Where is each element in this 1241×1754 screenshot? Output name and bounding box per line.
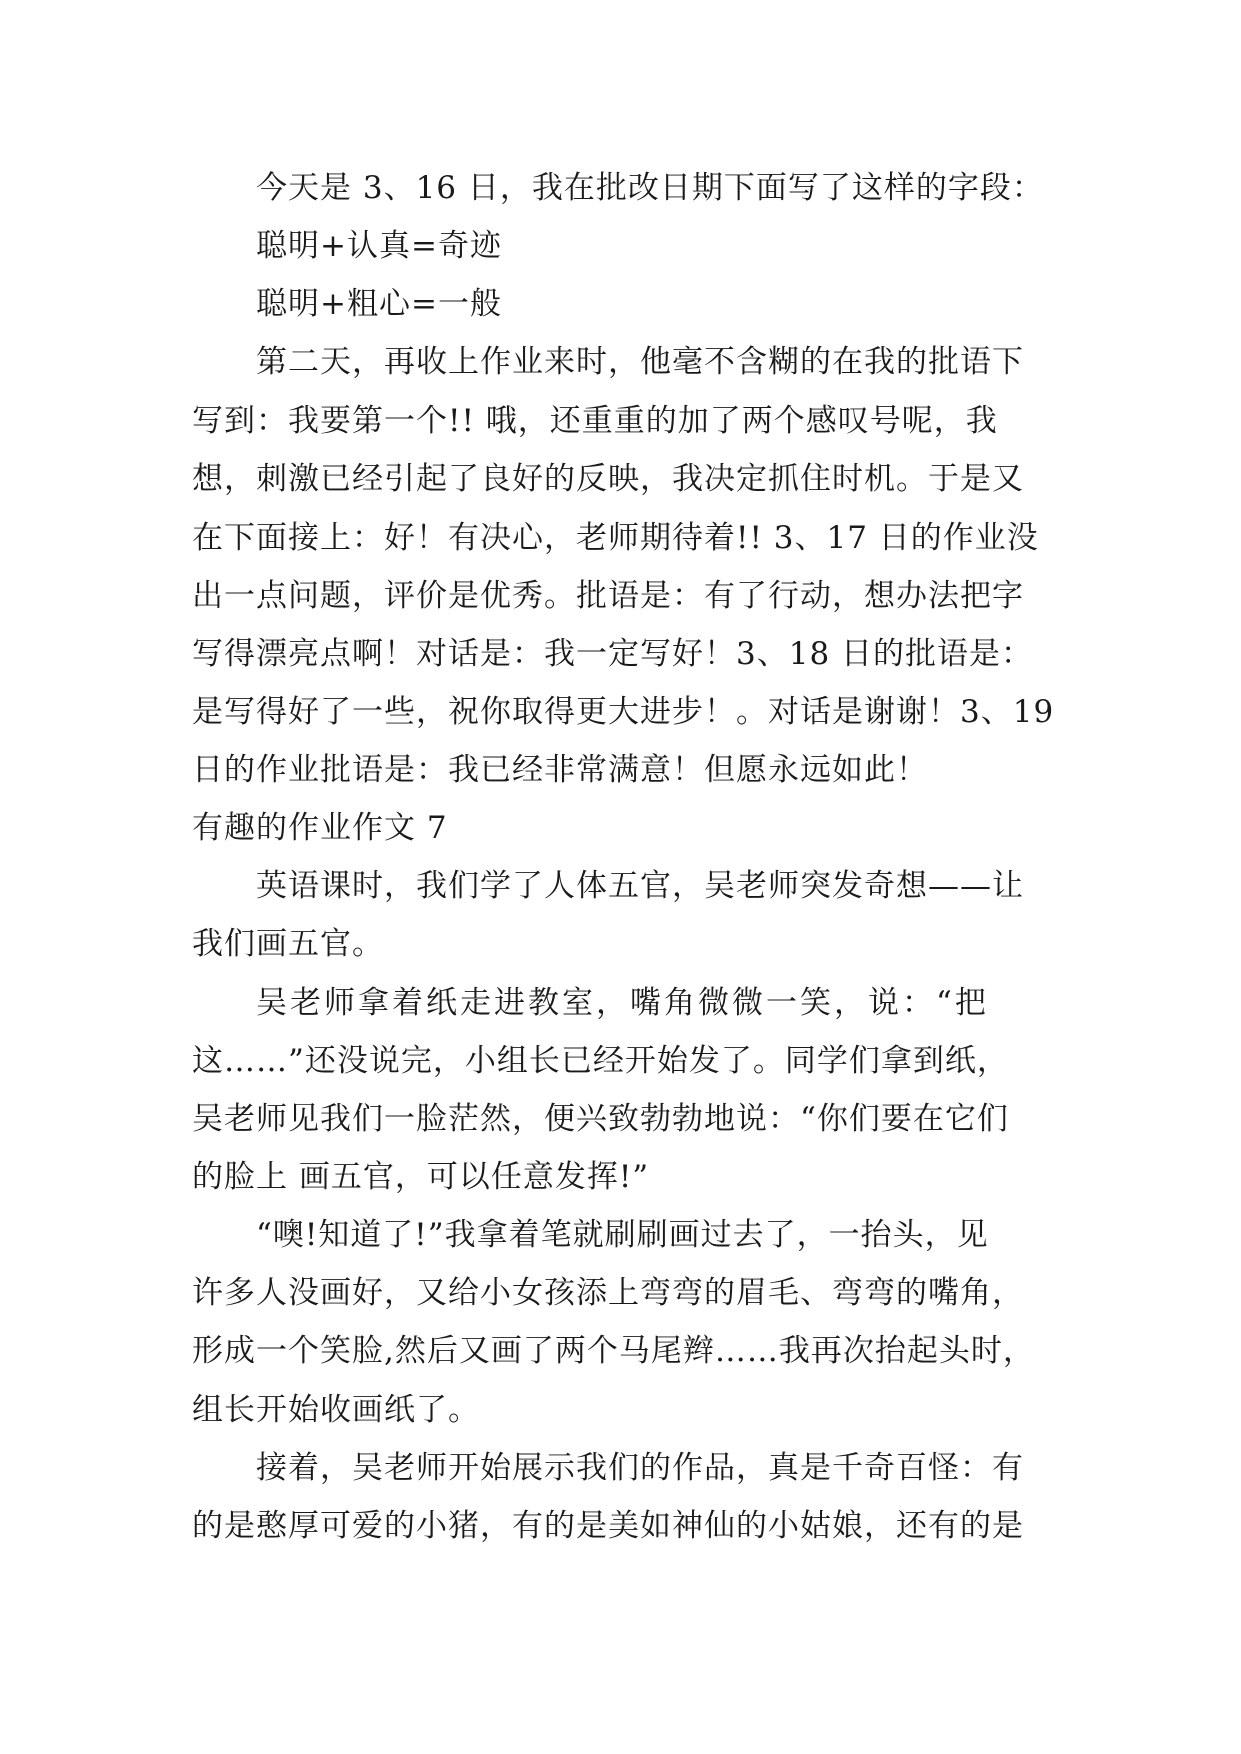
text-line: 今天是 3、16 日，我在批改日期下面写了这样的字段：: [256, 170, 1044, 206]
text-line: 写得漂亮点啊！对话是：我一定写好！3、18 日的批语是：: [192, 636, 1034, 672]
text-line: 的是憨厚可爱的小猪，有的是美如神仙的小姑娘，还有的是: [192, 1508, 1024, 1544]
text-line: 聪明+粗心=一般: [256, 286, 502, 322]
text-line: 吴老师拿着纸走进教室，嘴角微微一笑，说：“把: [256, 985, 989, 1021]
text-line: 日的作业批语是：我已经非常满意！但愿永远如此！: [192, 752, 928, 788]
text-line: 组长开始收画纸了。: [192, 1392, 480, 1428]
text-line: 许多人没画好，又给小女孩添上弯弯的眉毛、弯弯的嘴角，: [192, 1275, 1024, 1311]
text-line: 出一点问题，评价是优秀。批语是：有了行动，想办法把字: [192, 578, 1024, 614]
text-line: 想，刺激已经引起了良好的反映，我决定抓住时机。于是又: [192, 461, 1024, 497]
text-line: 我们画五官。: [192, 926, 384, 962]
text-line: 吴老师见我们一脸茫然，便兴致勃勃地说：“你们要在它们: [192, 1101, 1009, 1137]
text-line: 这……”还没说完，小组长已经开始发了。同学们拿到纸，: [192, 1043, 1009, 1079]
text-line: 形成一个笑脸,然后又画了两个马尾辫……我再次抬起头时，: [192, 1333, 1035, 1369]
section-heading: 有趣的作业作文 7: [192, 810, 448, 846]
text-line: 写到：我要第一个!! 哦，还重重的加了两个感叹号呢，我: [192, 403, 998, 439]
text-line: 接着，吴老师开始展示我们的作品，真是千奇百怪：有: [256, 1450, 1024, 1486]
text-line: 在下面接上：好！有决心，老师期待着!! 3、17 日的作业没: [192, 520, 1039, 556]
text-line: 第二天，再收上作业来时，他毫不含糊的在我的批语下: [256, 344, 1024, 380]
text-line: 聪明+认真=奇迹: [256, 228, 502, 264]
text-line: 是写得好了一些，祝你取得更大进步！。对话是谢谢！3、19: [192, 694, 1055, 730]
text-line: 英语课时，我们学了人体五官，吴老师突发奇想——让: [256, 868, 1024, 904]
text-line: 的脸上 画五官，可以任意发挥!”: [192, 1159, 650, 1195]
text-line: “噢!知道了!”我拿着笔就刷刷画过去了，一抬头，见: [256, 1217, 989, 1253]
